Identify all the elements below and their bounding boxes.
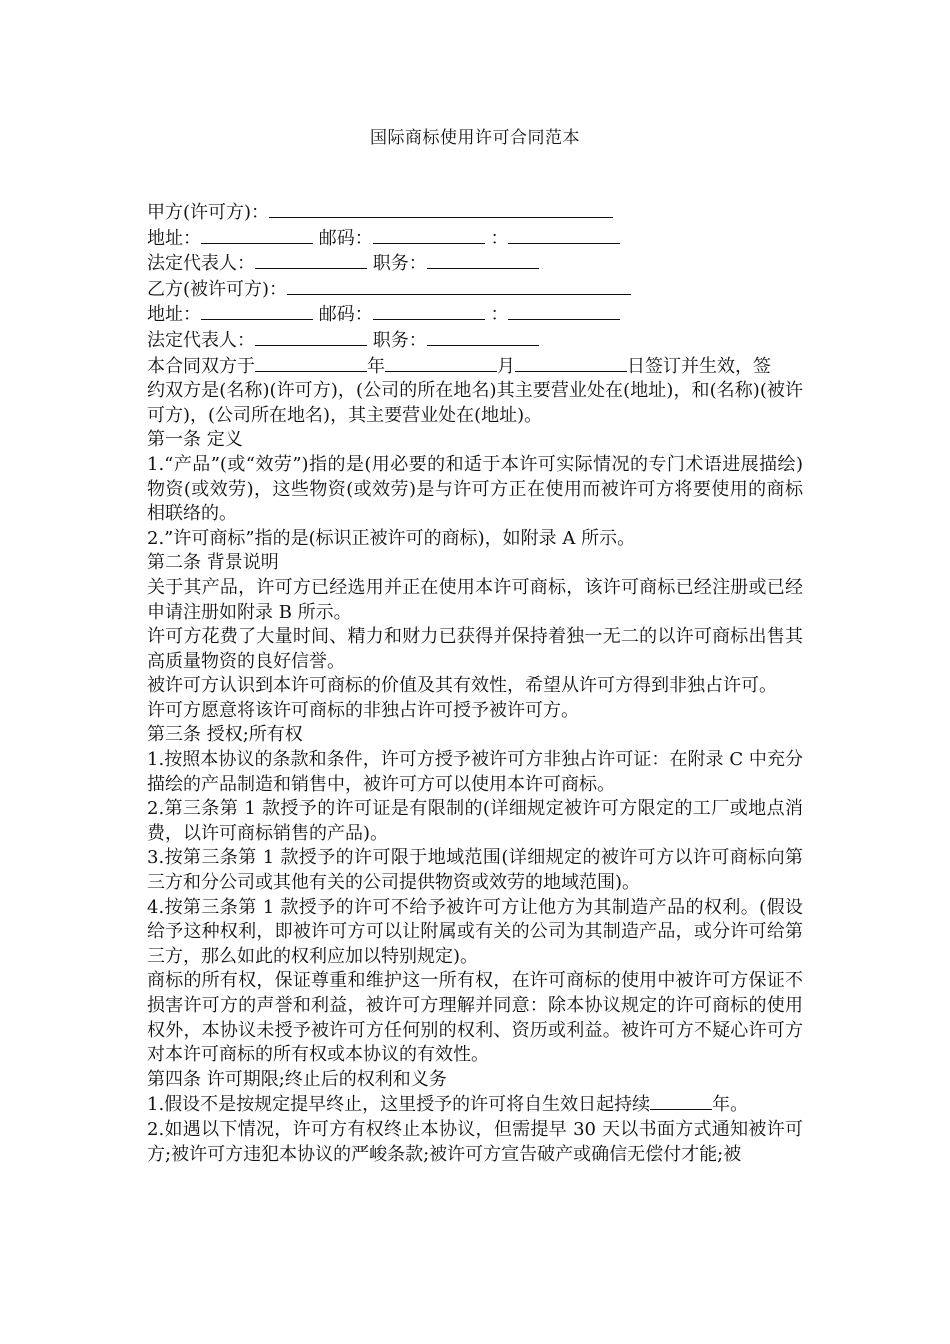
paragraph: 许可方花费了大量时间、精力和财力已获得并保持着独一无二的以许可商标出售其高质量物资的良好信誉。 [147,626,803,672]
legal-rep-label: 法定代表人： [147,253,255,275]
party-b-address-line [147,302,803,328]
year-label: 年 [367,355,385,377]
term-line [147,1092,803,1118]
colon-label: ： [490,304,509,326]
year-blank [255,354,367,372]
month-blank [385,354,497,372]
party-b-line [147,277,803,303]
party-a-line [147,200,803,226]
party-b-blank [287,277,631,295]
paragraph: 2.如遇以下情况，许可方有权终止本协议，但需提早 30 天以书面方式通知被许可方;被许可方违犯本协议的严峻条款;被许可方宣告破产或确信无偿付才能;被 [147,1118,803,1165]
paragraph: 3.按第三条第 1 款授予的许可限于地域范围(详细规定的被许可方以许可商标向第三方和分公司或其他有关的公司提供物资或效劳的地域范围)。 [147,847,803,894]
article-heading: 第四条 许可期限;终止后的权利和义务 [147,1068,447,1090]
document-title: 国际商标使用许可合同范本 [370,128,580,148]
colon-label: ： [490,227,509,249]
paragraph: 1.“产品”(或“效劳”)指的是(用必要的和适于本许可实际情况的专门术语进展描绘)物资(或效劳)，这些物资(或效劳)是与许可方正在使用而被许可方将要使用的商标相联络的。 [147,453,803,525]
legal-rep-blank [255,251,367,269]
party-a-rep-line [147,251,803,277]
party-a-label: 甲方(许可方)： [147,202,270,223]
postcode-label: 邮码： [318,304,373,326]
date-prefix: 本合同双方于 [147,355,255,377]
paragraph: 约双方是(名称)(许可方)，(公司的所在地名)其主要营业处在(地址)，和(名称)(被许可方)，(公司所在地名)，其主要营业处在(地址)。 [147,380,803,426]
address-blank [201,226,313,244]
position-blank [427,328,539,346]
date-line [147,354,803,380]
term-years-blank [650,1092,712,1110]
article-heading: 第二条 背景说明 [147,552,279,574]
address-label: 地址： [147,227,201,249]
term-before: 1.假设不是按规定提早终止，这里授予的许可将自生效日起持续 [147,1094,651,1116]
postcode-label: 邮码： [318,227,373,249]
paragraph: 被许可方认识到本许可商标的价值及其有效性，希望从许可方得到非独占许可。 [147,675,777,697]
date-suffix: 日签订并生效，签 [627,355,771,377]
address-label: 地址： [147,304,201,326]
paragraph: 关于其产品，许可方已经选用并正在使用本许可商标，该许可商标已经注册或已经申请注册如附录 B 所示。 [147,576,803,623]
day-blank [515,354,627,372]
paragraph: 1.按照本协议的条款和条件，许可方授予被许可方非独占许可证：在附录 C 中充分描绘的产品制造和销售中，被许可方可以使用本许可商标。 [147,749,803,795]
position-label: 职务： [372,329,427,351]
month-label: 月 [497,355,515,377]
address-blank [201,302,313,320]
paragraph: 许可方愿意将该许可商标的非独占许可授予被许可方。 [147,699,579,721]
extra-blank [508,302,620,320]
paragraph: 4.按第三条第 1 款授予的许可不给予被许可方让他方为其制造产品的权利。(假设给予这种权利，即被许可方可以让附属或有关的公司为其制造产品，或分许可给第三方，那么如此的权利应加以特别规定)。 [147,896,803,967]
article-heading: 第三条 授权;所有权 [147,724,303,746]
document-body [147,200,803,1167]
postcode-blank [373,226,485,244]
party-a-address-line [147,226,803,252]
position-label: 职务： [372,253,427,275]
article-heading: 第一条 定义 [147,429,243,451]
legal-rep-label: 法定代表人： [147,329,255,351]
paragraph: 2.第三条第 1 款授予的许可证是有限制的(详细规定被许可方限定的工厂或地点消费，以许可商标销售的产品)。 [147,798,803,844]
term-after: 年。 [712,1094,749,1116]
party-b-label: 乙方(被许可方)： [147,278,288,300]
paragraph: 商标的所有权，保证尊重和维护这一所有权，在许可商标的使用中被许可方保证不损害许可方的声誉和利益，被许可方理解并同意：除本协议规定的许可商标的使用权外，本协议未授予被许可方任何别的权利、资历或利益。被许可方不疑心许可方对本许可商标的所有权或本协议的有效性。 [147,970,803,1066]
party-a-blank [269,200,613,218]
position-blank [427,251,539,269]
legal-rep-blank [255,328,367,346]
paragraph: 2.”许可商标”指的是(标识正被许可的商标)，如附录 A 所示。 [147,527,636,549]
extra-blank [508,226,620,244]
party-b-rep-line [147,328,803,354]
postcode-blank [373,302,485,320]
